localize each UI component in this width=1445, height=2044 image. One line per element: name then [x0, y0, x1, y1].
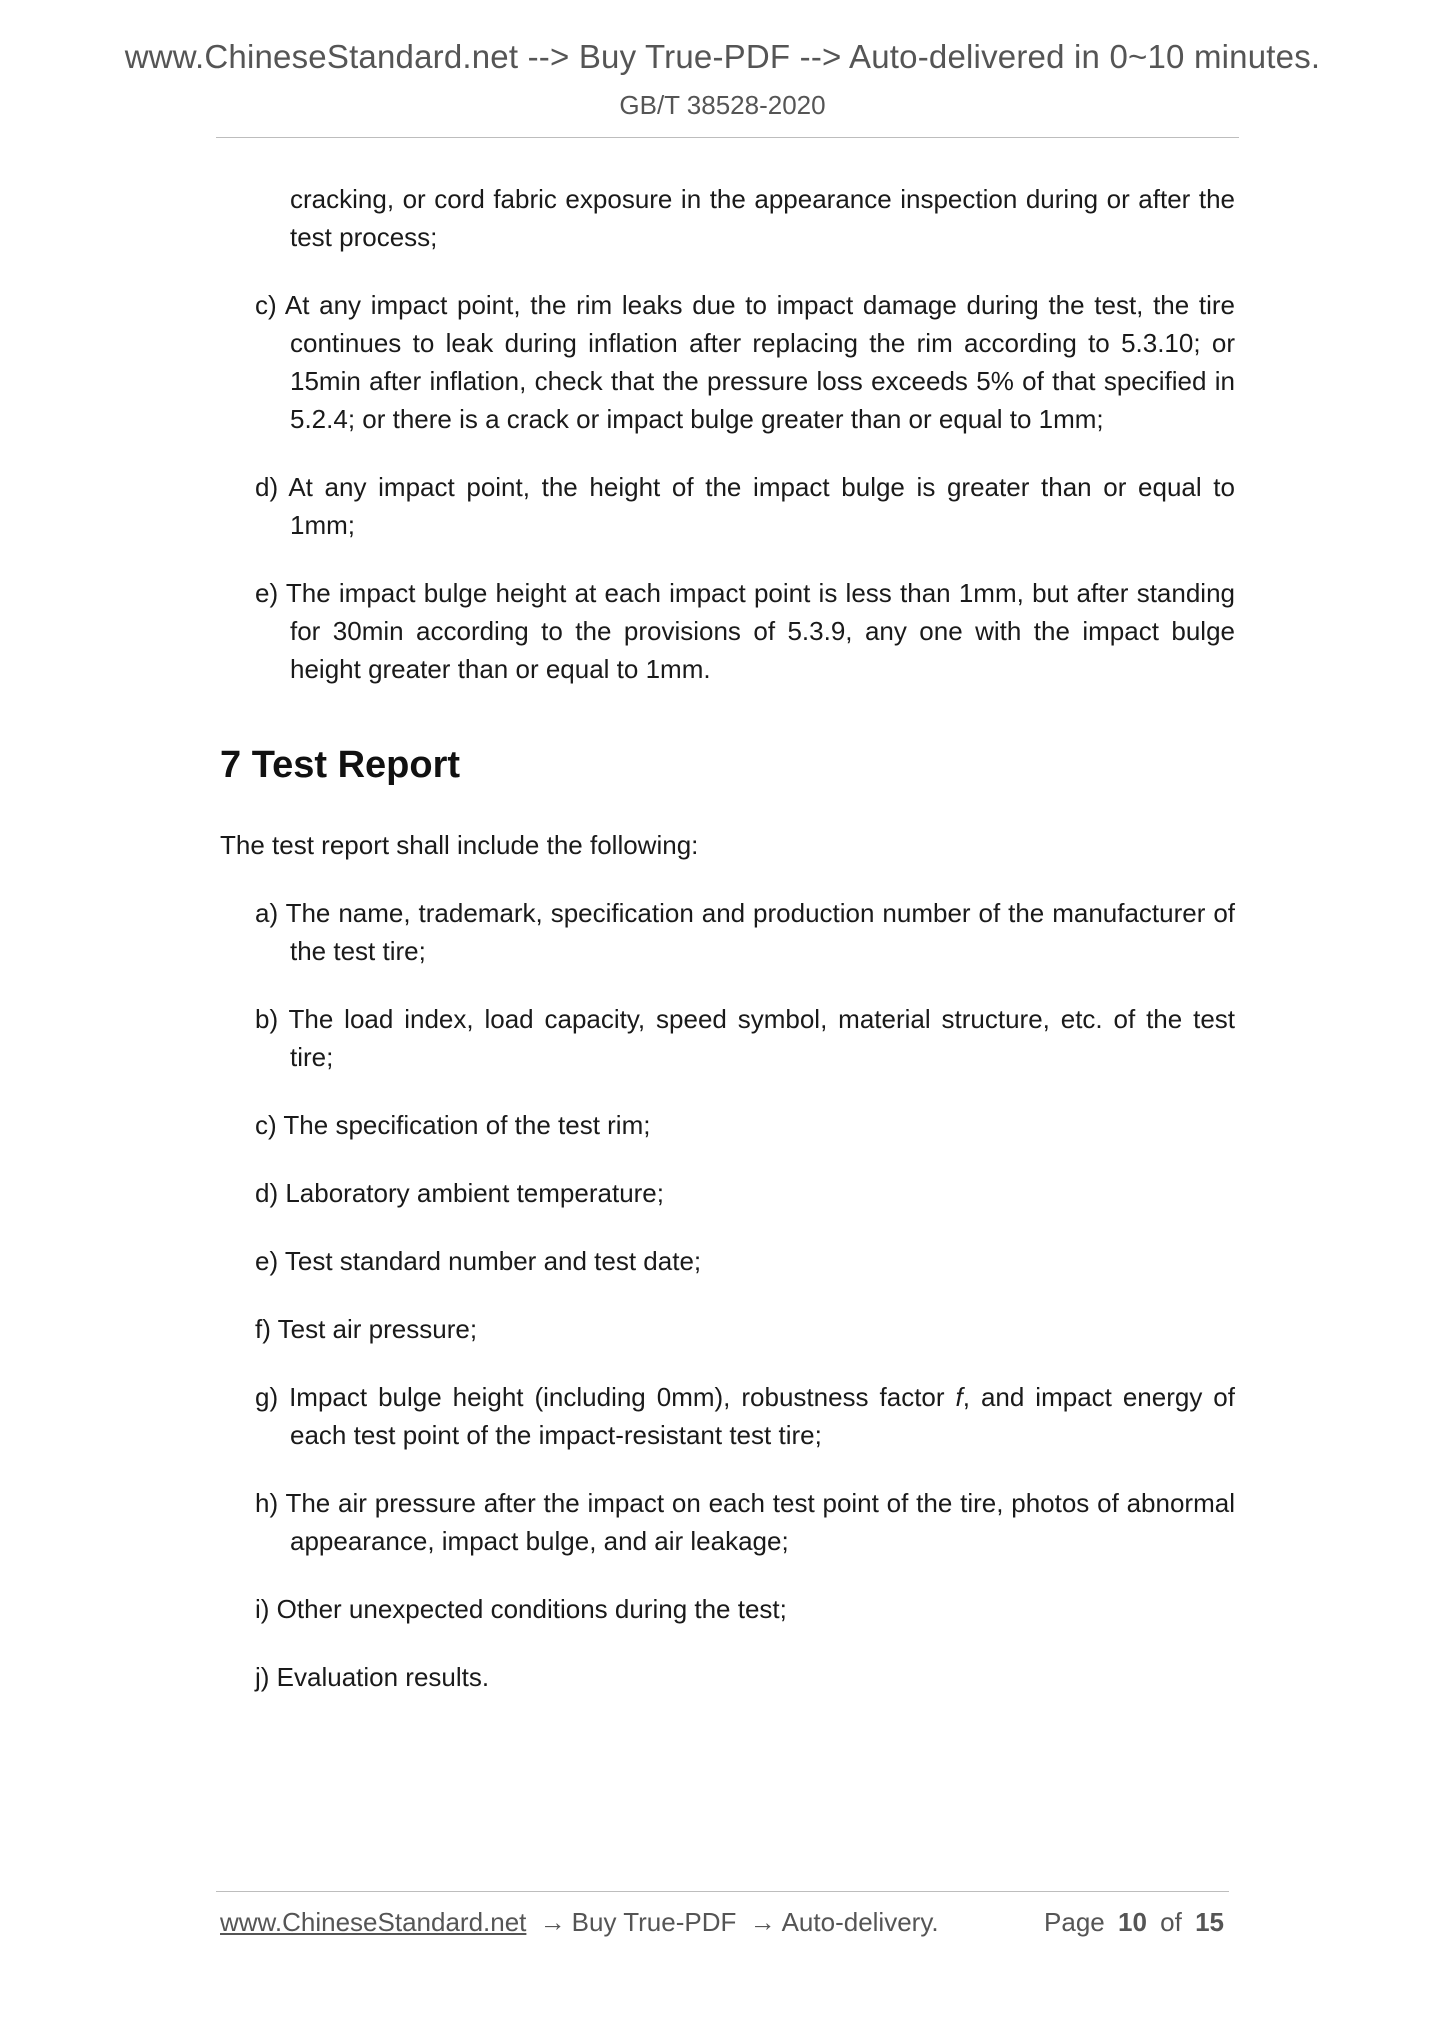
page-content — [220, 180, 1235, 1726]
report-item-c: c) The specification of the test rim; — [255, 1110, 651, 1140]
footer-links — [220, 1907, 939, 1938]
page-current: 10 — [1118, 1907, 1147, 1937]
section-intro: The test report shall include the following: — [220, 830, 699, 860]
criteria-item-e: e) The impact bulge height at each impact point is less than 1mm, but after standing for 30min according to the provisions of 5.3.9, any one with the impact bulge height greater than or equal to 1mm. — [255, 578, 1235, 684]
arrow-right-icon: → — [539, 1907, 566, 1937]
report-item-b: b) The load index, load capacity, speed symbol, material structure, etc. of the test tire; — [255, 1004, 1235, 1072]
page-number — [1044, 1907, 1230, 1938]
header-divider — [216, 137, 1239, 138]
arrow-right-icon: → — [749, 1907, 776, 1937]
report-item-g: g) Impact bulge height (including 0mm), robustness factor f, and impact energy of each test point of the impact-resistant test tire; — [255, 1382, 1235, 1450]
page-label: Page — [1044, 1907, 1105, 1937]
footer-divider — [216, 1891, 1229, 1892]
continued-list-item: cracking, or cord fabric exposure in the appearance inspection during or after the test process; — [290, 184, 1235, 252]
report-item-i: i) Other unexpected conditions during the test; — [255, 1594, 787, 1624]
report-item-a: a) The name, trademark, specification and production number of the manufacturer of the test tire; — [255, 898, 1235, 966]
report-item-e: e) Test standard number and test date; — [255, 1246, 702, 1276]
page-of-label: of — [1160, 1907, 1182, 1937]
section-heading: 7 Test Report — [220, 744, 461, 786]
top-banner: www.ChineseStandard.net --> Buy True-PDF --> Auto-delivered in 0~10 minutes. — [124, 38, 1321, 75]
page-total: 15 — [1195, 1907, 1224, 1937]
report-item-f: f) Test air pressure; — [255, 1314, 478, 1344]
report-item-d: d) Laboratory ambient temperature; — [255, 1178, 664, 1208]
report-item-h: h) The air pressure after the impact on each test point of the tire, photos of abnormal appearance, impact bulge, and air leakage; — [255, 1488, 1235, 1556]
delivery-text: Auto-delivery. — [781, 1907, 939, 1937]
report-item-j: j) Evaluation results. — [255, 1662, 490, 1692]
buy-text: Buy True-PDF — [571, 1907, 737, 1937]
criteria-item-c: c) At any impact point, the rim leaks due to impact damage during the test, the tire continues to leak during inflation after replacing the rim according to 5.3.10; or 15min after inflation, check that the pressure loss exceeds 5% of that specified in 5.2.4; or there is a crack or impact bulge greater than or equal to 1mm; — [255, 290, 1235, 434]
site-link[interactable]: www.ChineseStandard.net — [220, 1907, 527, 1937]
document-code: GB/T 38528-2020 — [619, 90, 826, 120]
criteria-item-d: d) At any impact point, the height of the impact bulge is greater than or equal to 1mm; — [255, 472, 1235, 540]
